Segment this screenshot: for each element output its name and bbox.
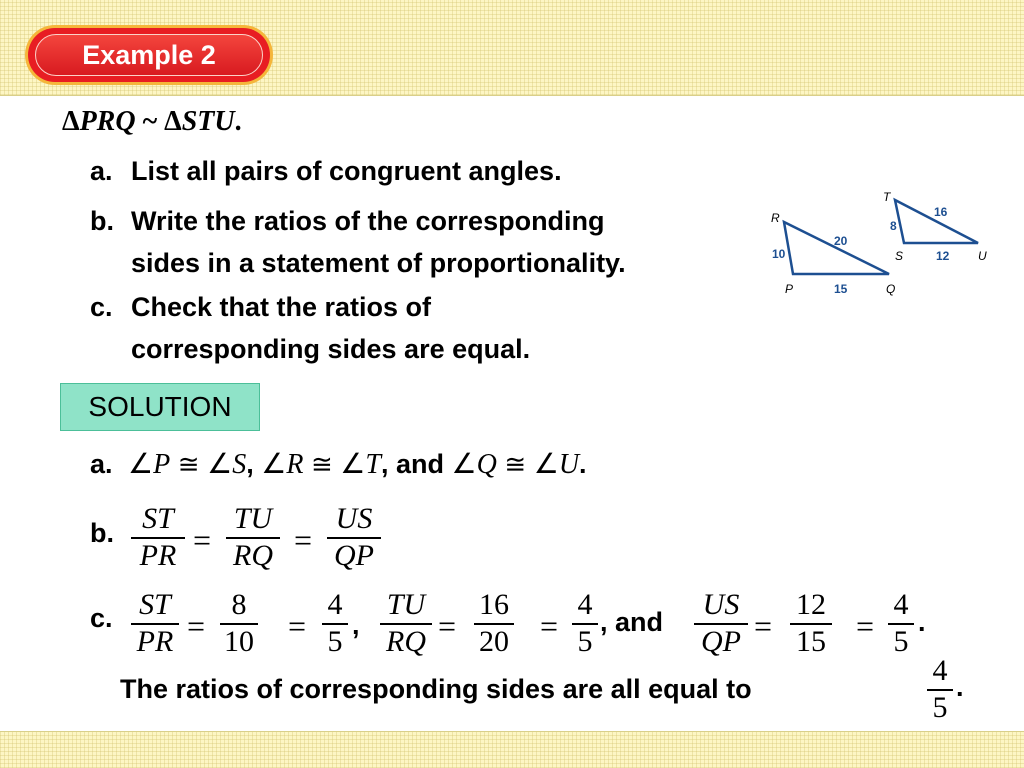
triangle-prq-shape [784,222,889,274]
part-b-text-line2: sides in a statement of proportionality. [131,248,626,278]
fraction-denominator: RQ [233,539,273,572]
fraction-denominator: 15 [796,625,826,658]
equals-sign: = [438,608,457,644]
fraction-numerator: 4 [893,588,909,621]
congruent-symbol: ≅ [504,450,527,479]
fraction-numerator: US [702,588,740,621]
fraction-denominator: 5 [932,691,948,724]
solution-a [90,447,587,481]
fraction-numerator: TU [386,588,426,621]
part-a-text: List all pairs of congruent angles. [131,156,562,186]
comma: , [380,449,389,479]
fraction-denominator: PR [139,539,177,572]
fraction-denominator: 5 [327,625,343,658]
side-rp-label: 10 [772,247,786,261]
side-su-label: 12 [936,249,950,263]
triangles-figure [762,186,994,302]
fraction-12-15 [790,589,832,658]
fraction-numerator: US [335,502,373,535]
part-b-label: b. [90,206,114,236]
period: . [956,672,964,702]
period: . [918,607,926,637]
triangle-icon: Δ [164,106,182,137]
angle-s: S [232,449,247,480]
congruent-symbol: ≅ [310,450,333,479]
statement-period: . [234,106,242,137]
equals-sign: = [193,522,212,558]
fraction-numerator: 12 [796,588,826,621]
angle-icon: ∠ [207,449,233,480]
fraction-numerator: 4 [327,588,343,621]
angle-u: U [558,449,580,480]
fraction-4-5 [927,655,953,724]
fraction-numerator: ST [142,502,174,535]
vertex-p-label: P [785,282,794,296]
angle-q: Q [476,449,497,480]
solution-c-label: c. [90,603,113,633]
fraction-numerator: 4 [577,588,593,621]
fraction-4-5 [322,589,348,658]
angle-icon: ∠ [261,449,287,480]
fraction-denominator: PR [136,625,174,658]
vertex-q-label: Q [886,282,896,296]
angle-icon: ∠ [451,449,477,480]
fraction-st-pr [131,503,185,572]
part-a-label: a. [90,156,113,186]
solution-badge: SOLUTION [60,383,260,431]
fraction-numerator: 8 [231,588,247,621]
equals-sign: = [540,608,559,644]
congruent-symbol: ≅ [177,450,200,479]
fraction-numerator: TU [233,502,273,535]
angle-icon: ∠ [340,449,366,480]
fraction-4-5 [888,589,914,658]
and-word: , and [600,607,664,637]
equals-sign: = [754,608,773,644]
solution-a-label: a. [90,449,113,479]
side-tu-label: 16 [934,205,948,219]
fraction-denominator: 10 [224,625,254,658]
part-c-text-line2: corresponding sides are equal. [131,334,531,364]
fraction-4-5 [572,589,598,658]
fraction-8-10 [220,589,258,658]
fraction-numerator: 4 [932,654,948,687]
triangle-name-2: STU [181,106,235,137]
example-title: Example 2 [35,34,263,76]
similarity-statement [62,106,242,138]
comma: , [352,610,360,640]
fraction-denominator: 5 [577,625,593,658]
side-rq-label: 20 [834,234,848,248]
conclusion-text: The ratios of corresponding sides are all equal to [120,674,752,704]
comma: , [246,449,254,479]
angle-p: P [153,449,171,480]
angle-icon: ∠ [128,449,154,480]
triangle-name-1: PRQ [79,106,136,137]
fraction-tu-rq [380,589,432,658]
triangle-icon: Δ [62,106,80,137]
fraction-st-pr [131,589,179,658]
period: . [579,449,587,479]
vertex-u-label: U [978,249,987,263]
equals-sign: = [288,608,307,644]
and-word: and [396,449,445,479]
fraction-16-20 [474,589,514,658]
part-c-label: c. [90,292,113,322]
vertex-r-label: R [771,211,780,225]
fraction-tu-rq [226,503,280,572]
side-pq-label: 15 [834,282,848,296]
similar-symbol: ~ [142,106,158,137]
equals-sign: = [294,522,313,558]
fraction-denominator: RQ [386,625,426,658]
triangle-stu [883,190,987,263]
example-title-badge [28,28,270,82]
angle-t: T [365,449,381,480]
angle-r: R [286,449,304,480]
part-c-text-line1: Check that the ratios of [131,292,432,322]
vertex-t-label: T [883,190,891,204]
equals-sign: = [187,608,206,644]
part-b-text-line1: Write the ratios of the corresponding [131,206,605,236]
fraction-denominator: 20 [479,625,509,658]
triangle-prq [771,211,895,296]
angle-icon: ∠ [533,449,559,480]
fraction-numerator: ST [139,588,171,621]
side-ts-label: 8 [890,219,897,233]
footer-band [0,731,1024,768]
fraction-denominator: QP [334,539,374,572]
vertex-s-label: S [895,249,904,263]
fraction-us-qp [327,503,381,572]
fraction-denominator: 5 [893,625,909,658]
fraction-us-qp [694,589,748,658]
fraction-denominator: QP [701,625,741,658]
solution-b-label: b. [90,518,114,548]
fraction-numerator: 16 [479,588,509,621]
equals-sign: = [856,608,875,644]
